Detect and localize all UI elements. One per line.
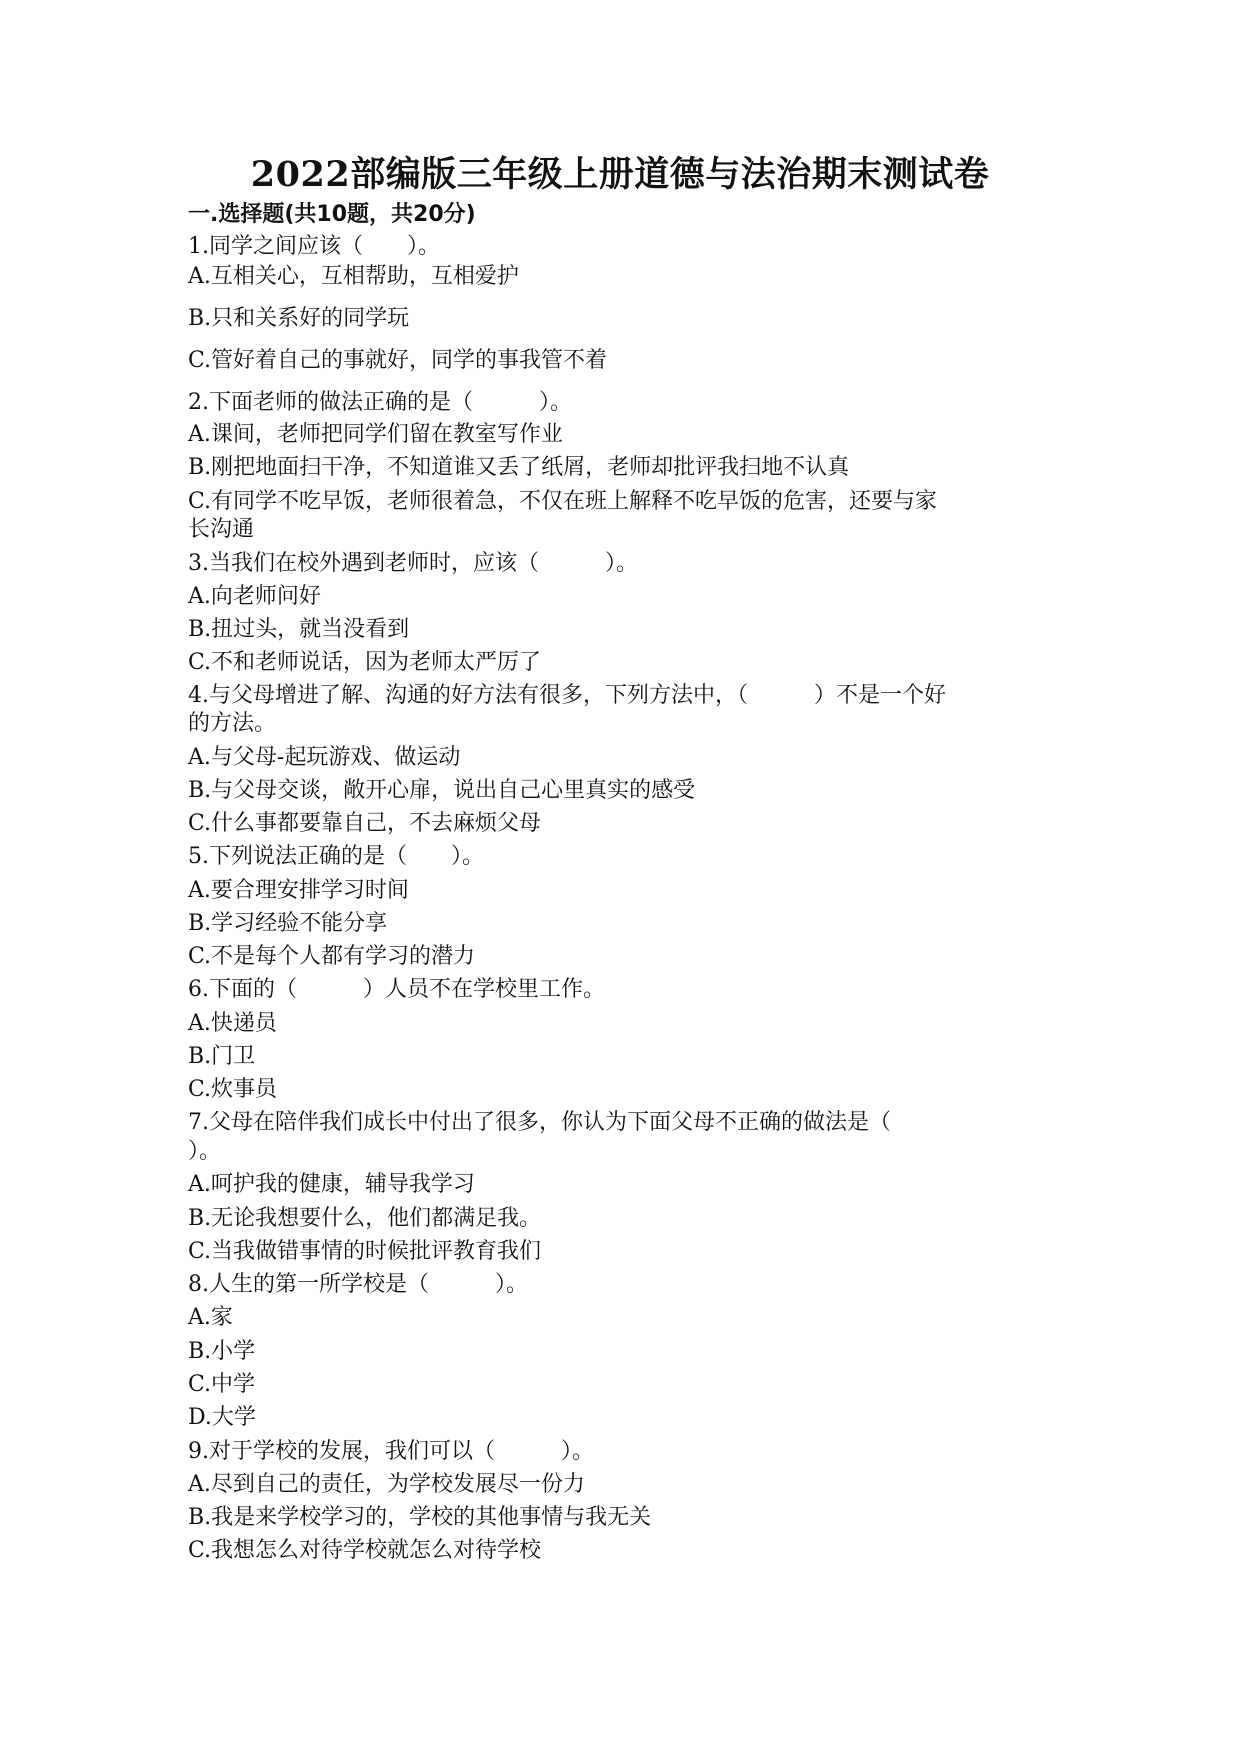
option-text: C.我想怎么对待学校就怎么对待学校 <box>188 1538 542 1563</box>
option-text: 长沟通 <box>188 517 255 542</box>
question-text: 7.父母在陪伴我们成长中付出了很多，你认为下面父母不正确的做法是（ <box>188 1110 891 1135</box>
option-text: C.不和老师说话，因为老师太严厉了 <box>188 650 542 675</box>
option-text: B.门卫 <box>188 1044 256 1069</box>
question-text: 1.同学之间应该（ ）。 <box>188 234 440 259</box>
question-text: 9.对于学校的发展，我们可以（ ）。 <box>188 1439 594 1464</box>
option-text: C.管好着自己的事就好，同学的事我管不着 <box>188 348 608 373</box>
option-text: 的方法。 <box>188 711 277 736</box>
option-text: B.我是来学校学习的，学校的其他事情与我无关 <box>188 1505 652 1530</box>
question-text: 8.人生的第一所学校是（ ）。 <box>188 1272 528 1297</box>
option-text: C.当我做错事情的时候批评教育我们 <box>188 1239 542 1264</box>
option-text: B.刚把地面扫干净，不知道谁又丢了纸屑，老师却批评我扫地不认真 <box>188 455 850 480</box>
option-text: A.要合理安排学习时间 <box>188 878 409 903</box>
option-text: C.什么事都要靠自己，不去麻烦父母 <box>188 811 542 836</box>
option-text: B.无论我想要什么，他们都满足我。 <box>188 1206 542 1231</box>
question-text: 2.下面老师的做法正确的是（ ）。 <box>188 390 572 415</box>
option-text: A.互相关心，互相帮助，互相爱护 <box>188 264 519 289</box>
option-text: A.课间，老师把同学们留在教室写作业 <box>188 422 563 447</box>
option-text: B.只和关系好的同学玩 <box>188 306 410 331</box>
option-text: B.学习经验不能分享 <box>188 911 388 936</box>
section-heading: 一.选择题(共10题，共20分) <box>188 202 476 227</box>
option-text: B.扭过头，就当没看到 <box>188 617 410 642</box>
option-text: A.快递员 <box>188 1011 277 1036</box>
option-text: C.中学 <box>188 1372 256 1397</box>
question-text: 5.下列说法正确的是（ ）。 <box>188 844 484 869</box>
option-text: C.不是每个人都有学习的潜力 <box>188 944 476 969</box>
question-text: 6.下面的（ ）人员不在学校里工作。 <box>188 977 605 1002</box>
question-text: 4.与父母增进了解、沟通的好方法有很多，下列方法中，（ ）不是一个好 <box>188 683 946 708</box>
option-text: D.大学 <box>188 1405 256 1430</box>
option-text: A.家 <box>188 1305 233 1330</box>
option-text: A.与父母-起玩游戏、做运动 <box>188 745 461 770</box>
option-text: B.小学 <box>188 1339 256 1364</box>
question-text: 3.当我们在校外遇到老师时，应该（ ）。 <box>188 551 638 576</box>
option-text: C.炊事员 <box>188 1077 278 1102</box>
option-text: B.与父母交谈，敞开心扉，说出自己心里真实的感受 <box>188 778 696 803</box>
option-text: A.尽到自己的责任，为学校发展尽一份力 <box>188 1472 585 1497</box>
option-text: A.呵护我的健康，辅导我学习 <box>188 1172 475 1197</box>
option-text: ）。 <box>188 1139 222 1164</box>
option-text: A.向老师问好 <box>188 584 321 609</box>
option-text: C.有同学不吃早饭，老师很着急，不仅在班上解释不吃早饭的危害，还要与家 <box>188 489 938 514</box>
exam-title: 2022部编版三年级上册道德与法治期末测试卷 <box>250 154 990 195</box>
